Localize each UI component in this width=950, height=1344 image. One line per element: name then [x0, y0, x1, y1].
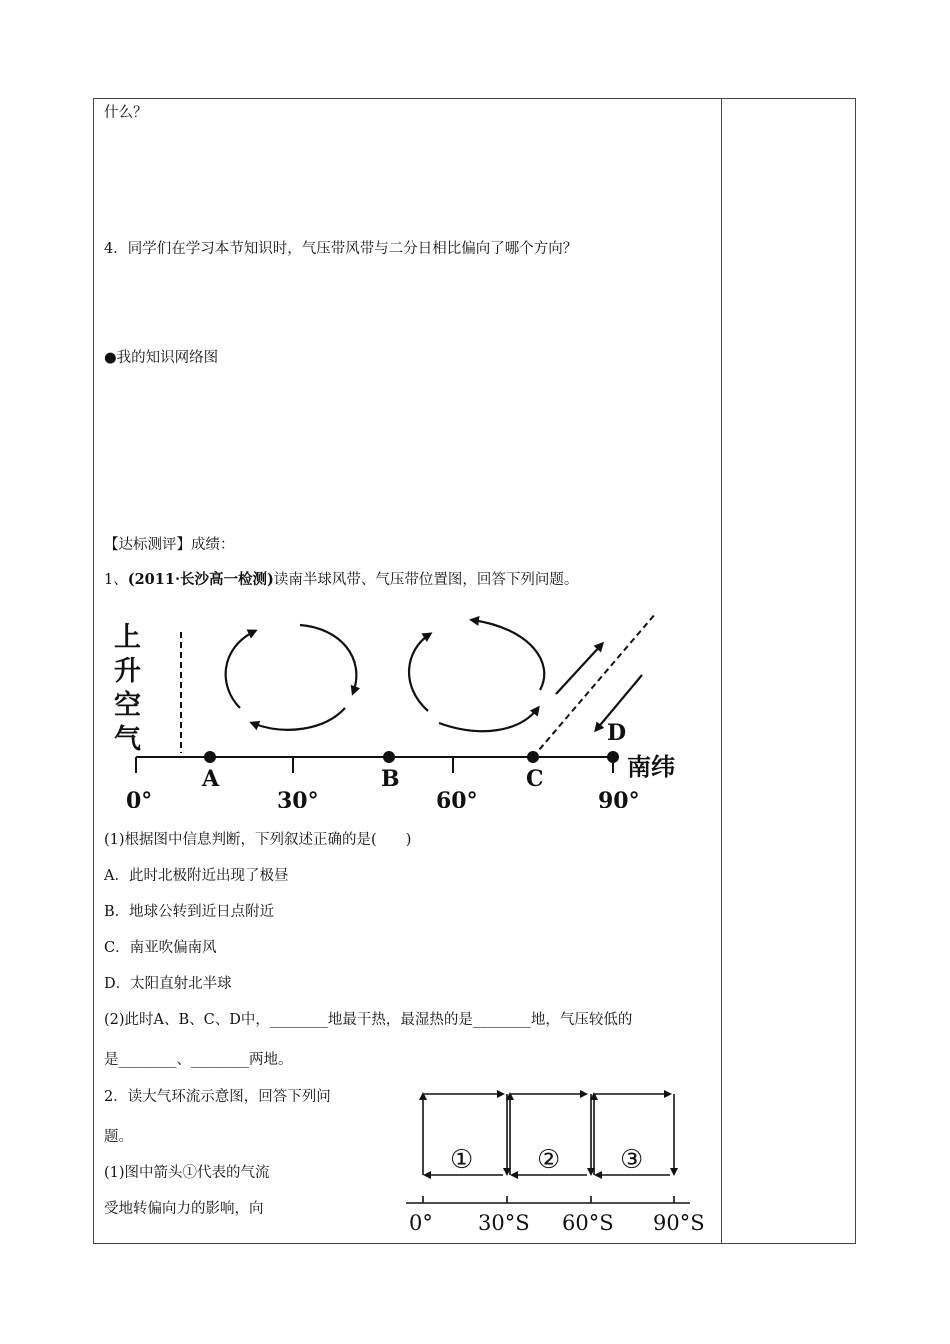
- column-divider: [721, 98, 722, 1244]
- cell-label-3: ③: [620, 1145, 644, 1175]
- point-D-label: D: [607, 720, 627, 746]
- wind-belt-figure: [100, 608, 700, 808]
- cell-label-1: ①: [450, 1145, 474, 1175]
- circulation-figure: [398, 1086, 718, 1236]
- point-D-dot: [607, 751, 619, 763]
- cell-label-2: ②: [537, 1145, 561, 1175]
- question-4: 4．同学们在学习本节知识时，气压带风带与二分日相比偏向了哪个方向？: [104, 241, 578, 257]
- point-C-label: C: [526, 766, 544, 792]
- question-2-line-1: 2．读大气环流示意图，回答下列问: [104, 1089, 331, 1105]
- question-1-part-1: (1)根据图中信息判断，下列叙述正确的是( ): [104, 832, 412, 848]
- point-B-dot: [383, 751, 395, 763]
- network-title: ●我的知识网络图: [104, 350, 219, 366]
- question-1-part-2-line-1: (2)此时A、B、C、D中，________地最干热，最湿热的是________地，气压较低的: [104, 1012, 633, 1028]
- rising-air-label: [114, 622, 141, 755]
- tick-label: 60°S: [562, 1211, 614, 1235]
- rising-air-char: 气: [114, 724, 141, 755]
- upward-wind-arrow: [556, 644, 602, 694]
- tick-label: 30°S: [478, 1211, 530, 1235]
- tick-label: 60°: [436, 788, 478, 808]
- circulation-cell-2: [409, 620, 544, 731]
- point-B-label: B: [381, 766, 400, 792]
- evaluation-title: 【达标测评】成绩：: [104, 537, 235, 553]
- option-B: B．地球公转到近日点附近: [104, 904, 275, 920]
- tick-label: 90°S: [653, 1211, 705, 1235]
- tick-label: 0°: [126, 788, 153, 808]
- rising-air-char: 空: [114, 690, 141, 721]
- rising-air-char: 升: [114, 656, 141, 687]
- option-D: D．太阳直射北半球: [104, 976, 232, 992]
- question-1-text: 读南半球风带、气压带位置图，回答下列问题。: [273, 572, 579, 588]
- tick-label: 30°: [277, 788, 319, 808]
- point-A-label: A: [202, 766, 220, 792]
- tick-label: 90°: [598, 788, 640, 808]
- question-1-heading: [104, 571, 578, 589]
- question-1-part-2-line-2: 是________、________两地。: [104, 1052, 293, 1068]
- question-1-prefix: 1、: [104, 572, 128, 588]
- tick-label: 0°: [409, 1211, 433, 1235]
- question-3-tail: 什么？: [104, 105, 148, 121]
- point-A-dot: [204, 751, 216, 763]
- circulation-cell-1: [226, 625, 357, 730]
- question-2-part-1-line-1: (1)图中箭头①代表的气流: [104, 1165, 270, 1181]
- dashed-rising-line: [533, 613, 656, 757]
- option-C: C．南亚吹偏南风: [104, 940, 217, 956]
- option-A: A．此时北极附近出现了极昼: [104, 868, 289, 884]
- question-1-source: (2011·长沙高一检测): [127, 571, 274, 588]
- axis-label-south-latitude: 南纬: [627, 753, 675, 781]
- question-2-part-1-line-2: 受地转偏向力的影响，向: [104, 1201, 264, 1217]
- question-2-line-2: 题。: [104, 1129, 133, 1145]
- rising-air-char: 上: [114, 622, 141, 653]
